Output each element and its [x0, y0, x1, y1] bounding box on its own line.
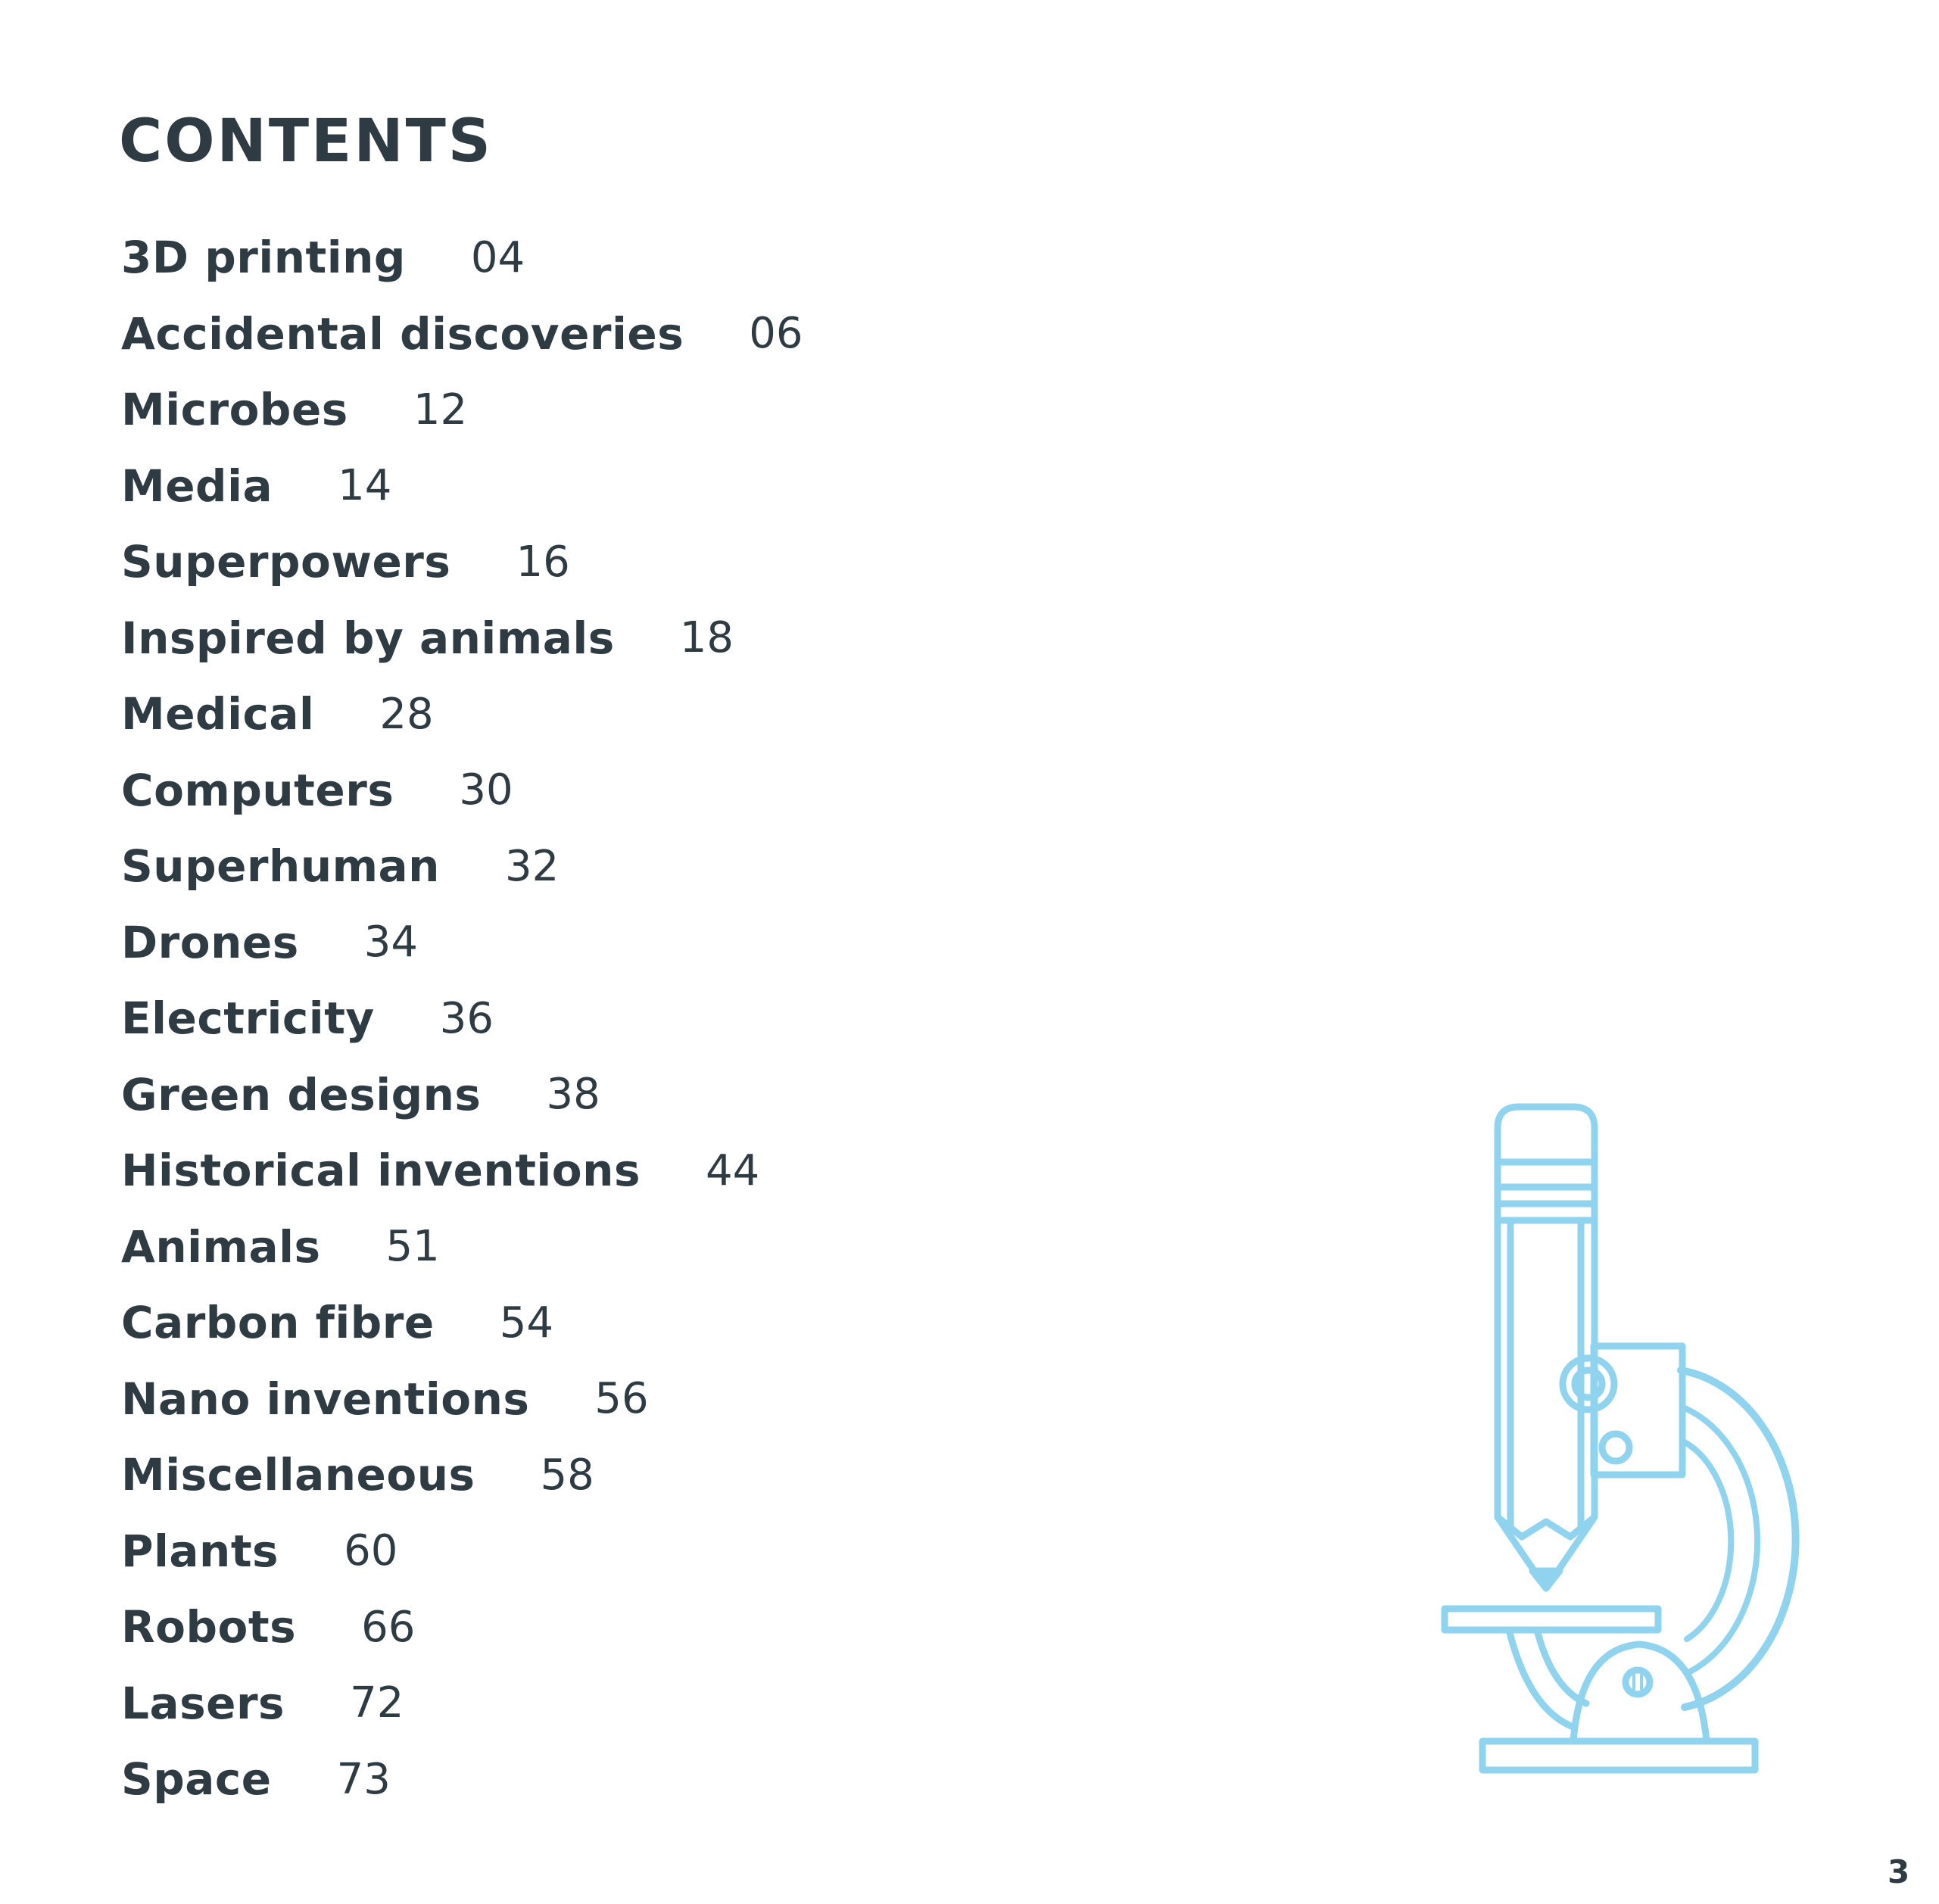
toc-entry-page: 04 [470, 232, 525, 282]
toc-entry-label: Accidental discoveries [121, 307, 684, 360]
toc-entry-label: Green designs [121, 1068, 482, 1120]
toc-entry[interactable] [121, 1285, 803, 1361]
toc-entry-label: Miscellaneous [121, 1449, 475, 1501]
toc-entry-page: 60 [344, 1526, 398, 1576]
pencil-microscope-icon [1423, 1090, 1817, 1787]
toc-entry[interactable] [121, 600, 803, 677]
toc-entry-label: Space [121, 1753, 272, 1806]
page-number: 3 [1888, 1853, 1910, 1890]
toc-entry-page: 51 [385, 1222, 440, 1272]
toc-entry[interactable] [121, 1741, 803, 1818]
toc-entry-label: Electricity [121, 993, 375, 1045]
toc-entry-label: Plants [121, 1525, 279, 1577]
page-title: CONTENTS [119, 108, 493, 176]
toc-entry-page: 16 [516, 537, 570, 587]
toc-entry-label: Nano inventions [121, 1373, 530, 1425]
toc-entry-page: 72 [350, 1678, 404, 1728]
toc-entry[interactable] [121, 448, 803, 525]
toc-entry-page: 73 [336, 1754, 391, 1804]
toc-entry-page: 54 [499, 1298, 553, 1348]
toc-entry-label: Carbon fibre [121, 1297, 435, 1349]
toc-entry-page: 34 [363, 918, 419, 968]
toc-entry-label: Superpowers [121, 536, 451, 588]
toc-entry[interactable] [121, 1437, 803, 1513]
toc-entry-label: Superhuman [121, 840, 440, 893]
toc-entry-label: Historical inventions [121, 1145, 641, 1197]
toc-entry[interactable] [121, 1513, 803, 1590]
toc-entry-page: 58 [540, 1450, 594, 1500]
toc-entry-label: Microbes [121, 384, 348, 436]
toc-entry[interactable] [121, 905, 803, 981]
toc-entry-page: 66 [361, 1602, 416, 1652]
toc-entry-label: Lasers [121, 1677, 285, 1729]
toc-entry[interactable] [121, 676, 803, 753]
toc-entry-label: Inspired by animals [121, 612, 615, 664]
toc-entry-page: 14 [338, 461, 392, 511]
toc-entry-label: Animals [121, 1220, 321, 1273]
toc-entry-page: 32 [504, 841, 560, 891]
toc-entry[interactable] [121, 1057, 803, 1133]
toc-entry-page: 44 [705, 1145, 760, 1195]
toc-entry-page: 36 [439, 993, 494, 1043]
toc-entry-page: 38 [546, 1070, 600, 1120]
toc-entry-page: 06 [749, 309, 803, 359]
toc-entry[interactable] [121, 1361, 803, 1438]
toc-entry[interactable] [121, 296, 803, 372]
toc-entry[interactable] [121, 220, 803, 296]
toc-entry[interactable] [121, 753, 803, 829]
toc-entry-label: Computers [121, 764, 394, 816]
toc-entry[interactable] [121, 524, 803, 600]
toc-entry-page: 12 [413, 385, 468, 435]
toc-entry[interactable] [121, 1209, 803, 1285]
toc-entry-label: Media [121, 460, 273, 512]
toc-entry[interactable] [121, 828, 803, 905]
toc-entry-label: Medical [121, 688, 315, 740]
table-of-contents [121, 220, 803, 1818]
toc-entry-page: 30 [459, 765, 513, 815]
toc-entry-label: Robots [121, 1601, 297, 1653]
toc-entry[interactable] [121, 1133, 803, 1209]
toc-entry-label: Drones [121, 916, 299, 968]
toc-entry[interactable] [121, 372, 803, 448]
toc-entry[interactable] [121, 980, 803, 1057]
toc-entry-page: 56 [594, 1374, 649, 1424]
toc-entry-page: 18 [679, 613, 734, 663]
toc-entry-page: 28 [379, 689, 434, 739]
toc-entry-label: 3D printing [121, 232, 406, 284]
toc-entry[interactable] [121, 1589, 803, 1666]
toc-entry[interactable] [121, 1666, 803, 1742]
